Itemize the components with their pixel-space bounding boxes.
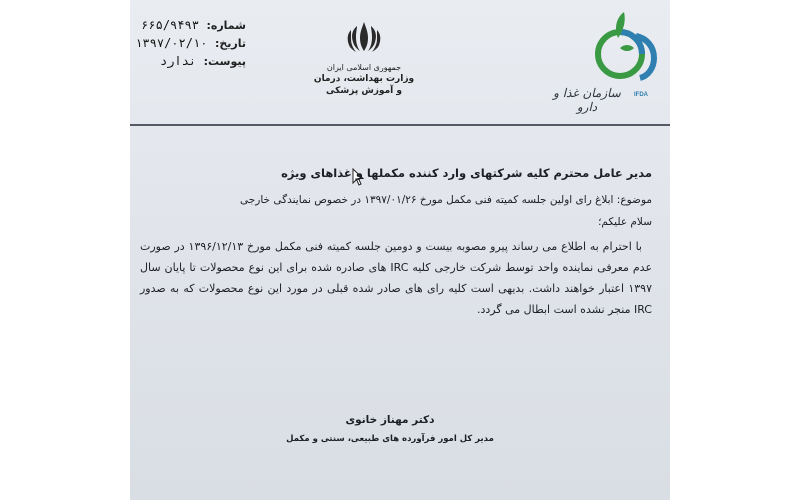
- number-row: [136, 16, 246, 34]
- number-value: ۶۶۵/۹۴۹۳: [141, 18, 199, 32]
- date-row: [136, 34, 246, 52]
- attachment-label: پیوست:: [203, 55, 246, 68]
- org-name: سازمان غذا و دارو: [553, 86, 621, 114]
- reference-block: [136, 16, 246, 70]
- ifda-logo-icon: [590, 8, 662, 88]
- ministry-line-2: و آموزش پزشکی: [326, 86, 402, 96]
- letter-paragraph: با احترام به اطلاع می رساند پیرو مصوبه بیست و دومین جلسه کمیته فنی مکمل مورخ ۱۳۹۶/۱۲/۱۳ در صورت عدم معرفی نماینده واحد توسط شرکت خارجی کلیه IRC های صادره شده برای این نوع محصولات تا پایان سال ۱۳۹۷ اعتبار خواهند داشت. بدیهی است کلیه رای های صادر شده قبلی در مورد این نوع محصولات که به صدور IRC منجر نشده است ابطال می گردد.: [140, 240, 653, 316]
- signature-block: [280, 414, 500, 444]
- greeting: سلام علیکم؛: [598, 216, 652, 228]
- date-value: ۱۳۹۷/۰۲/۱۰: [135, 36, 208, 50]
- header-divider: [130, 124, 670, 126]
- date-label: تاریخ:: [214, 37, 246, 50]
- iran-emblem-icon: [345, 20, 383, 54]
- letter-paper: [130, 0, 670, 500]
- signatory-title: مدیر کل امور فرآورده های طبیعی، سنتی و مکمل: [286, 434, 494, 444]
- subject-line: موضوع: ابلاغ رای اولین جلسه کمیته فنی مکمل مورخ ۱۳۹۷/۰۱/۲۶ در خصوص نمایندگی خارجی: [240, 194, 652, 206]
- letterhead: [130, 0, 670, 124]
- letter-body: [140, 166, 652, 320]
- signatory-name: دکتر مهناز خانوی: [345, 414, 435, 426]
- republic-text: جمهوری اسلامی ایران: [326, 63, 402, 72]
- addressee: مدیر عامل محترم کلیه شرکتهای وارد کننده مکملها و غذاهای ویژه: [281, 166, 652, 180]
- attachment-value: ندارد: [159, 54, 197, 68]
- number-label: شماره:: [206, 19, 246, 32]
- org-abbr: IFDA: [634, 92, 648, 98]
- attachment-row: [136, 52, 246, 70]
- ministry-line-1: وزارت بهداشت، درمان: [313, 74, 415, 84]
- ministry-name: [312, 62, 416, 97]
